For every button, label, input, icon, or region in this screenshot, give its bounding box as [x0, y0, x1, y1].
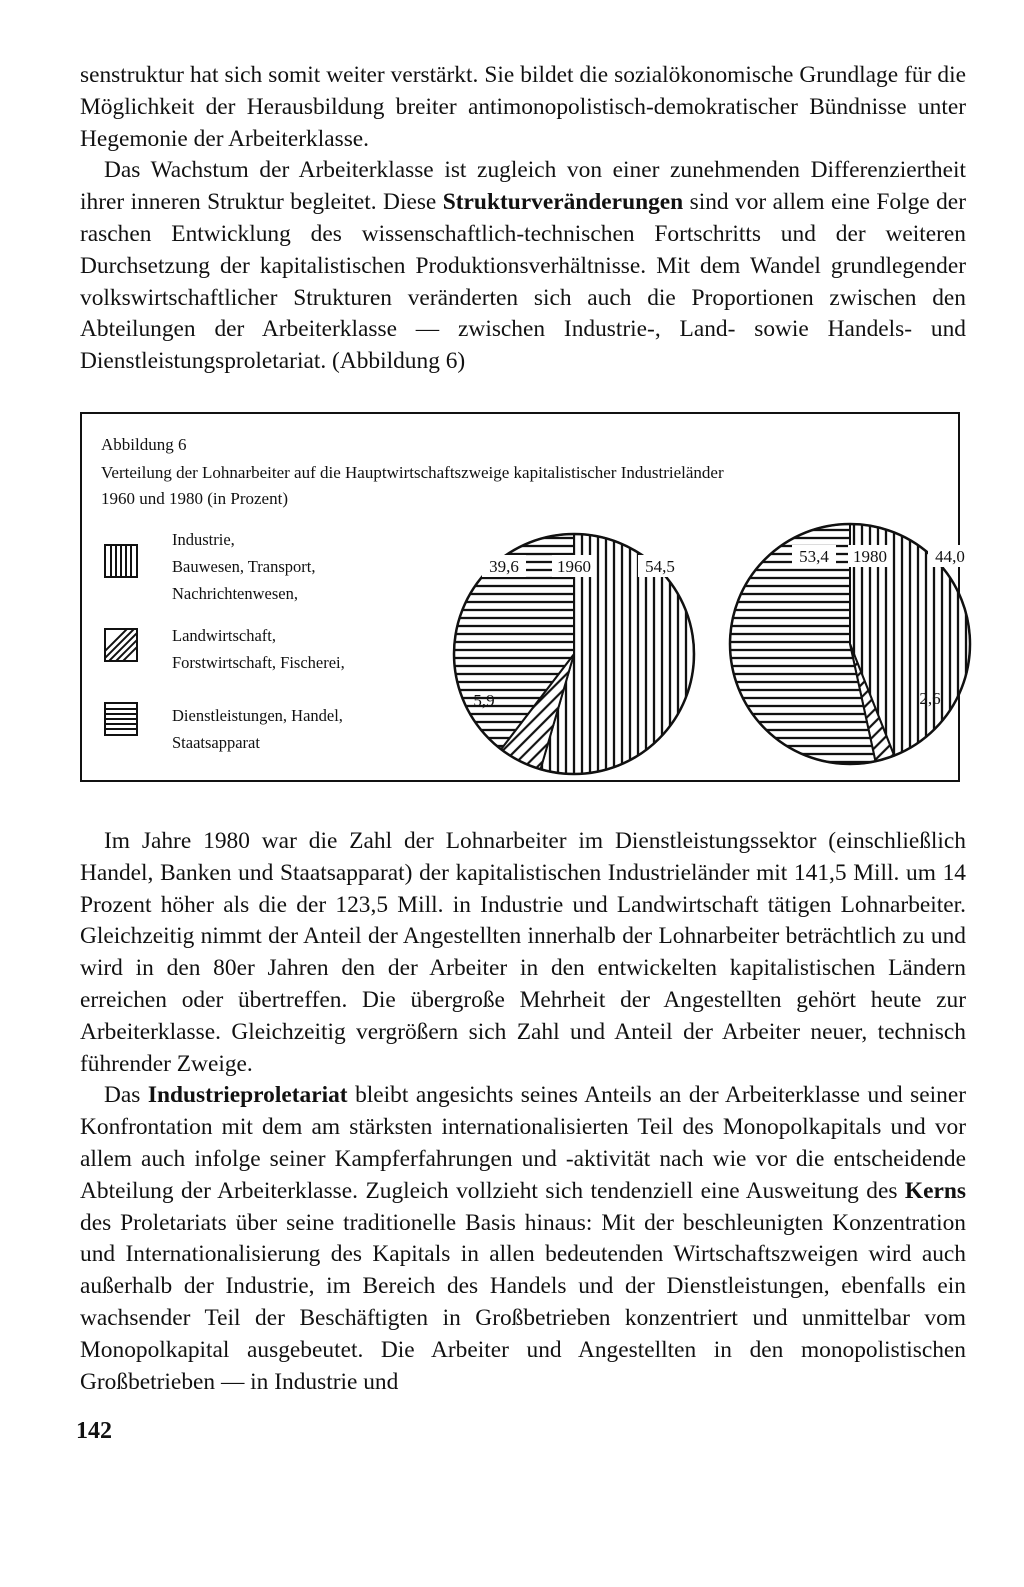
legend-line: Forstwirtschaft, Fischerei,: [172, 652, 345, 672]
bold-term: Strukturveränderungen: [442, 189, 684, 216]
pie-value-label-landwirtschaft: 5,9: [473, 690, 495, 710]
legend-line: Staatsapparat: [172, 732, 260, 752]
text-run: sind vor allem eine Folge der raschen Entwicklung des wissenschaftlich-technischen Fortschritts und der weiteren Durchsetzung der kapitalistischen Produktionsverhältnisse. Mit dem Wandel grundlegender volkswirtschaftlicher Strukturen veränderten sich auch die Proportionen zwischen den Abteilungen der Arbeiterklasse — zwischen Industrie-, Land- sowie Handels- und Dienstleistungsproletariat. (Abbildung 6): [80, 189, 966, 375]
page-content: [80, 60, 966, 1398]
text-block-top: [80, 60, 966, 378]
pie-value-label-dienstleistungen: 53,4: [799, 546, 829, 566]
text-run: bleibt angesichts seines Anteils an der Arbeiterklasse und seiner Konfrontation mit dem am stärksten internationalisierten Teil des Monopolkapitals und vor allem auch infolge seiner Kampferfahrungen und -aktivität nach wie vor die entscheidende Abteilung der Arbeiterklasse. Zugleich vollzieht sich tendenziell eine Ausweitung des: [80, 1082, 966, 1204]
figure-label: Abbildung 6: [101, 434, 187, 454]
text-run: Das: [104, 1082, 148, 1109]
legend-line: Bauwesen, Transport,: [172, 556, 316, 576]
page-number: 142: [76, 1418, 112, 1444]
paragraph: [80, 1080, 966, 1398]
bold-term: Kerns: [904, 1177, 966, 1204]
pie-value-label-industrie: 44,0: [935, 546, 965, 566]
bold-term: Industrieproletariat: [147, 1082, 348, 1109]
text-block-bottom: [80, 826, 966, 1398]
pie-charts: [82, 414, 965, 780]
text-run: des Proletariats über seine traditionelle Basis hinaus: Mit der beschleunigten Konzentration und Internationalisierung des Kapitals in allen bedeutenden Wirtschaftszweigen wird auch außerhalb der Industrie, im Bereich des Handels und der Dienstleistungen, ebenfalls ein wachsender Teil der Beschäftigten in Großbetrieben konzentriert und unmittelbar vom Monopolkapital ausgebeutet. Die Arbeiter und Angestellten in den monopolistischen Großbetrieben — in Industrie und: [80, 1209, 966, 1395]
paragraph: [80, 60, 966, 155]
legend-line: Dienstleistungen, Handel,: [172, 705, 343, 725]
text-run: senstruktur hat sich somit weiter verstärkt. Sie bildet die sozialökonomische Grundlage für die Möglichkeit der Herausbildung breiter antimonopolistisch-demokratischer Bündnisse unter Hegemonie der Arbeiterklasse.: [80, 62, 966, 152]
pie-year-label: 1960: [557, 556, 591, 576]
legend-line: Landwirtschaft,: [172, 625, 277, 645]
pie-value-label-dienstleistungen: 39,6: [489, 556, 519, 576]
pie-value-label-industrie: 54,5: [645, 556, 675, 576]
pie-year-label: 1980: [853, 546, 887, 566]
paragraph: [80, 826, 966, 1080]
text-run: Im Jahre 1980 war die Zahl der Lohnarbeiter im Dienstleistungssektor (einschließlich Handel, Banken und Staatsapparat) der kapitalistischen Industrieländer mit 141,5 Mill. um 14 Prozent höher als die der 123,5 Mill. in Industrie und Landwirtschaft tätigen Lohnarbeiter. Gleichzeitig nimmt der Anteil der Angestellten innerhalb der Lohnarbeiter beträchtlich zu und wird in den 80er Jahren den der Arbeiter in den entwickelten kapitalistischen Ländern erreichen oder übertreffen. Die übergroße Mehrheit der Angestellten gehört heute zur Arbeiterklasse. Gleichzeitig vergrößern sich Zahl und Anteil der Arbeiter neuer, technisch führender Zweige.: [80, 827, 966, 1077]
figure-caption-line-2: 1960 und 1980 (in Prozent): [101, 488, 288, 508]
text-run: Das Wachstum der Arbeiterklasse ist zugleich von einer zunehmenden Differenziertheit ihrer inneren Struktur begleitet. Diese: [80, 157, 966, 216]
pie-value-label-landwirtschaft: 2,6: [919, 688, 941, 708]
figure-caption-line-1: Verteilung der Lohnarbeiter auf die Hauptwirtschaftszweige kapitalistischer Industrieländer: [101, 462, 724, 482]
legend-line: Industrie,: [172, 529, 235, 549]
legend-line: Nachrichtenwesen,: [172, 583, 298, 603]
figure-abbildung-6: [80, 412, 965, 782]
paragraph: [80, 155, 966, 378]
